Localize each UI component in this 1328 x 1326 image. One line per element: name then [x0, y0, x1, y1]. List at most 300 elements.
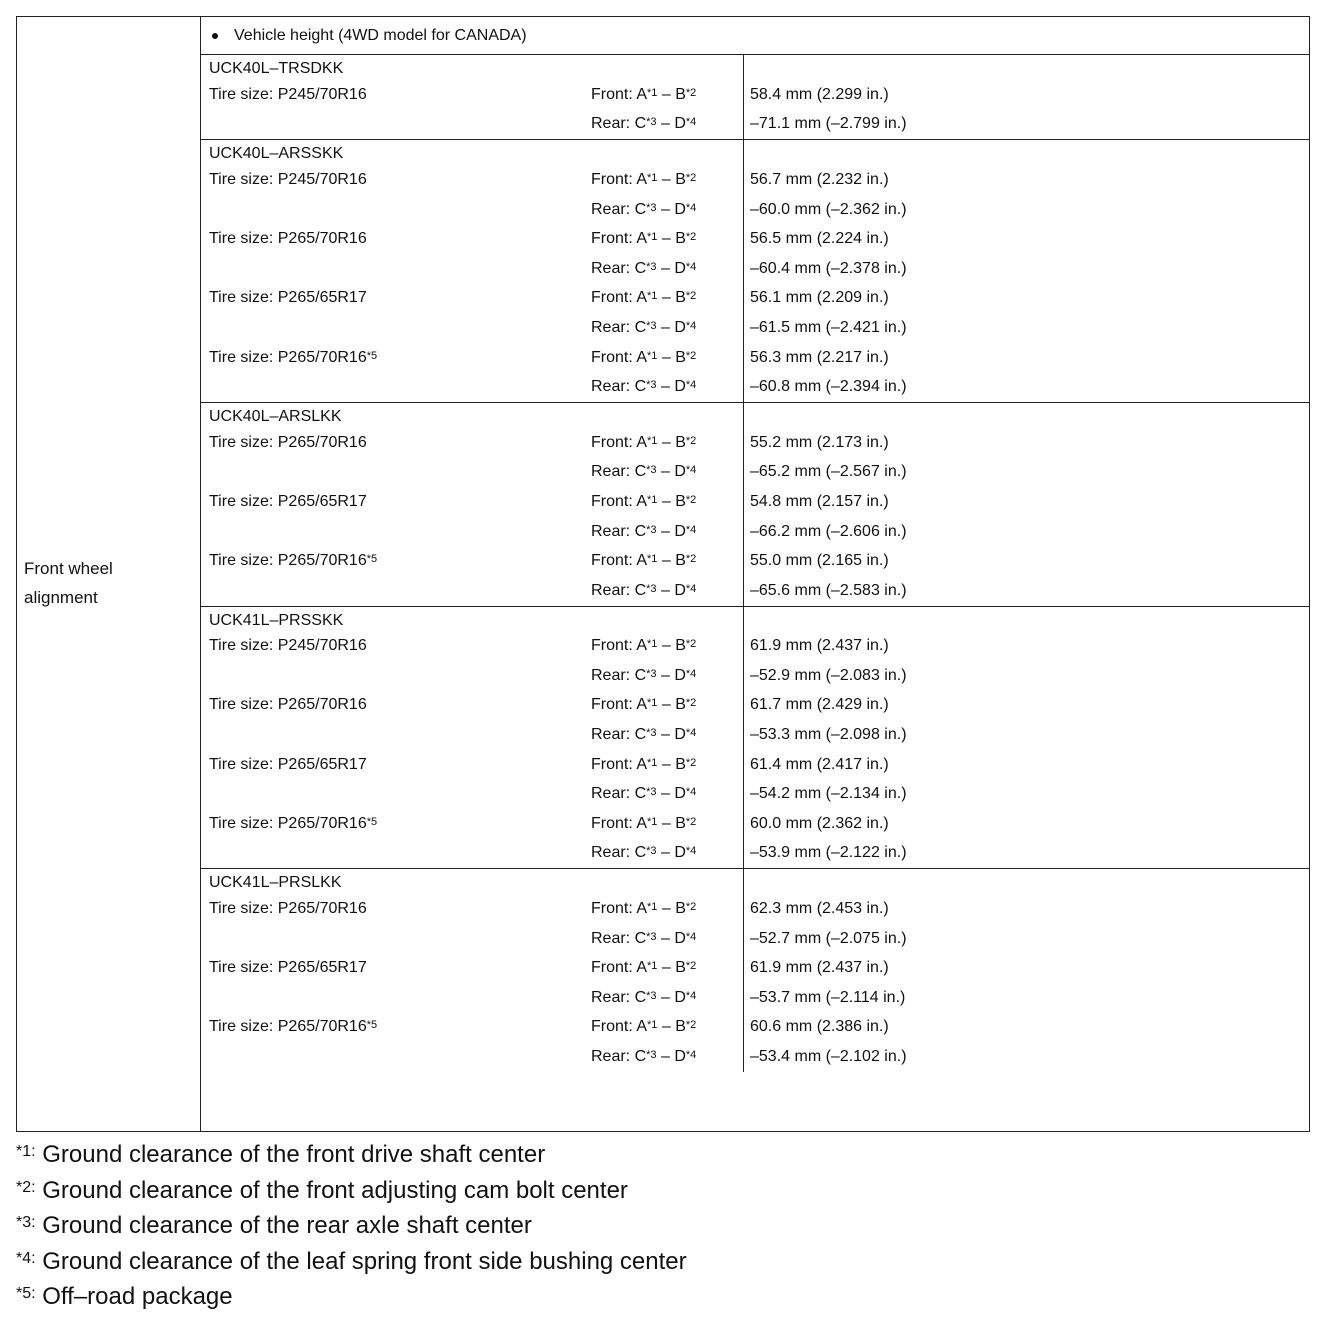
rear-value-row [744, 372, 1309, 402]
tire-size-text: Tire size: P265/70R16 [209, 900, 367, 918]
sup-4: *4 [685, 1049, 697, 1062]
sup-4: *4 [685, 845, 697, 858]
sup-2: *2 [685, 756, 697, 769]
footnote-mark: *4 [16, 1249, 32, 1267]
footnote-text: Ground clearance of the rear axle shaft center [35, 1212, 532, 1239]
model-code: UCK41L–PRSLKK [209, 874, 342, 892]
rear-measure-label [591, 463, 696, 481]
front-value: 56.7 mm (2.232 in.) [750, 170, 889, 188]
tire-note-mark: *5 [366, 349, 378, 362]
front-label: Front: A [591, 814, 648, 832]
sup-2: *2 [685, 638, 697, 651]
footnote-text: Off–road package [35, 1283, 233, 1310]
model-code: UCK41L–PRSSKK [209, 611, 344, 629]
tire-size-text: Tire size: P245/70R16 [209, 637, 367, 655]
front-label: Front: A [591, 552, 648, 570]
bullet-icon [212, 33, 218, 39]
rear-label: Rear: C [591, 522, 647, 540]
dash-b: – B [657, 170, 686, 188]
dash-d: – D [656, 463, 686, 481]
value-spacer [744, 869, 1309, 894]
sup-1: *1 [647, 553, 658, 566]
tire-size-text: Tire size: P265/65R17 [209, 959, 367, 977]
dash-d: – D [656, 522, 686, 540]
front-value-row [744, 165, 1309, 195]
sup-3: *3 [646, 582, 657, 595]
dash-b: – B [657, 814, 686, 832]
sup-4: *4 [685, 201, 697, 214]
front-measure-label [591, 756, 696, 774]
sup-4: *4 [685, 786, 697, 799]
header-title: Vehicle height (4WD model for CANADA) [234, 26, 527, 44]
sup-1: *1 [647, 960, 658, 973]
rear-label: Rear: C [591, 666, 647, 684]
sup-3: *3 [646, 786, 657, 799]
sup-2: *2 [685, 434, 697, 447]
section-value-column [744, 869, 1309, 1072]
footnote [16, 1173, 687, 1209]
front-value: 55.2 mm (2.173 in.) [750, 433, 889, 451]
tire-rear-row [201, 517, 743, 547]
footnote-sep: : [31, 1249, 36, 1267]
rear-value-row [744, 110, 1309, 140]
front-label: Front: A [591, 348, 648, 366]
section-grid [201, 140, 1309, 402]
dash-b: – B [657, 755, 686, 773]
tire-front-row [201, 953, 743, 983]
footnote-mark: *2 [16, 1178, 32, 1196]
tire-front-row [201, 165, 743, 195]
left-column [17, 17, 201, 1131]
tire-rear-row [201, 661, 743, 691]
tire-size-text: Tire size: P265/70R16 [209, 696, 367, 714]
front-value: 60.6 mm (2.386 in.) [750, 1018, 889, 1036]
footnote-sep: : [31, 1178, 36, 1196]
front-value: 58.4 mm (2.299 in.) [750, 85, 889, 103]
sup-1: *1 [647, 901, 658, 914]
sup-2: *2 [685, 697, 697, 710]
dash-d: – D [656, 929, 686, 947]
rear-value: –53.9 mm (–2.122 in.) [750, 844, 907, 862]
front-measure-label [591, 434, 696, 452]
front-value-row [744, 894, 1309, 924]
sup-3: *3 [646, 379, 657, 392]
rear-measure-label [591, 201, 696, 219]
dash-d: – D [656, 378, 686, 396]
dash-d: – D [656, 785, 686, 803]
front-measure-label [591, 171, 696, 189]
tire-front-row [201, 894, 743, 924]
rear-label: Rear: C [591, 200, 647, 218]
front-measure-label [591, 289, 696, 307]
front-value: 61.9 mm (2.437 in.) [750, 637, 889, 655]
rear-measure-label [591, 930, 696, 948]
front-value-row [744, 632, 1309, 662]
footnote [16, 1208, 687, 1244]
rear-value: –54.2 mm (–2.134 in.) [750, 785, 907, 803]
rear-value: –60.8 mm (–2.394 in.) [750, 378, 907, 396]
sup-1: *1 [647, 1019, 658, 1032]
sup-4: *4 [685, 116, 697, 129]
sup-1: *1 [647, 815, 658, 828]
sup-2: *2 [685, 171, 697, 184]
sup-3: *3 [646, 319, 657, 332]
rear-value: –52.7 mm (–2.075 in.) [750, 929, 907, 947]
sup-4: *4 [685, 989, 697, 1002]
tire-rear-row [201, 839, 743, 869]
front-label: Front: A [591, 696, 648, 714]
rear-value: –60.4 mm (–2.378 in.) [750, 259, 907, 277]
tire-rear-row [201, 1042, 743, 1072]
sup-1: *1 [647, 349, 658, 362]
sup-3: *3 [646, 989, 657, 1002]
rear-value-row [744, 1042, 1309, 1072]
sup-3: *3 [646, 845, 657, 858]
section-grid [201, 607, 1309, 869]
tire-rear-row [201, 720, 743, 750]
sup-1: *1 [647, 697, 658, 710]
front-measure-label [591, 637, 696, 655]
rear-value-row [744, 839, 1309, 869]
footnote-sep: : [31, 1143, 36, 1160]
tire-rear-row [201, 924, 743, 954]
rear-label: Rear: C [591, 726, 647, 744]
rear-value-row [744, 779, 1309, 809]
rear-measure-label [591, 726, 696, 744]
front-measure-label [591, 1018, 696, 1036]
sup-3: *3 [646, 930, 657, 943]
sup-2: *2 [685, 349, 697, 362]
footnote [16, 1137, 687, 1173]
front-value-row [744, 953, 1309, 983]
front-value: 60.0 mm (2.362 in.) [750, 814, 889, 832]
rear-measure-label [591, 1048, 696, 1066]
footnote-text: Ground clearance of the front adjusting cam bolt center [35, 1176, 628, 1204]
tire-front-row [201, 224, 743, 254]
dash-d: – D [656, 988, 686, 1006]
footnote [16, 1244, 687, 1280]
front-value: 56.1 mm (2.209 in.) [750, 289, 889, 307]
tire-size [209, 171, 367, 189]
rear-label: Rear: C [591, 1048, 647, 1066]
front-measure-label [591, 696, 696, 714]
model-section [201, 403, 1309, 607]
sup-4: *4 [685, 667, 697, 680]
front-value-row [744, 809, 1309, 839]
model-code: UCK40L–ARSLKK [209, 407, 342, 425]
tire-front-row [201, 632, 743, 662]
model-sections [201, 55, 1309, 1131]
footnotes [16, 1137, 687, 1315]
section-grid [201, 869, 1309, 1072]
section-value-column [744, 607, 1309, 869]
model-section [201, 55, 1309, 140]
rear-label: Rear: C [591, 581, 647, 599]
section-value-column [744, 403, 1309, 606]
sup-2: *2 [685, 86, 697, 99]
rear-measure-label [591, 844, 696, 862]
tire-size [209, 552, 377, 570]
tire-rear-row [201, 372, 743, 402]
model-section [201, 140, 1309, 403]
sup-2: *2 [685, 493, 697, 506]
sup-1: *1 [647, 290, 658, 303]
rear-value-row [744, 720, 1309, 750]
sup-1: *1 [647, 171, 658, 184]
tire-rear-row [201, 779, 743, 809]
dash-b: – B [657, 696, 686, 714]
value-spacer [744, 607, 1309, 632]
tire-size [209, 959, 367, 977]
sup-2: *2 [685, 553, 697, 566]
tire-size [209, 1018, 377, 1036]
front-value-row [744, 343, 1309, 373]
footnote-mark: *5 [16, 1285, 32, 1302]
value-spacer [744, 55, 1309, 80]
front-measure-label [591, 959, 696, 977]
dash-d: – D [656, 726, 686, 744]
rear-label: Rear: C [591, 463, 647, 481]
sup-2: *2 [685, 960, 697, 973]
dash-d: – D [656, 1048, 686, 1066]
rear-label: Rear: C [591, 115, 647, 133]
tire-size [209, 289, 367, 307]
dash-b: – B [657, 900, 686, 918]
sup-4: *4 [685, 930, 697, 943]
rear-measure-label [591, 582, 696, 600]
front-measure-label [591, 900, 696, 918]
rear-value-row [744, 313, 1309, 343]
value-spacer [744, 403, 1309, 428]
tire-rear-row [201, 983, 743, 1013]
front-label: Front: A [591, 230, 648, 248]
tire-size-text: Tire size: P265/65R17 [209, 755, 367, 773]
sup-1: *1 [647, 756, 658, 769]
rear-value-row [744, 576, 1309, 606]
tire-size [209, 434, 367, 452]
model-code: UCK40L–ARSSKK [209, 145, 344, 163]
tire-note-mark: *5 [366, 815, 378, 828]
dash-b: – B [657, 433, 686, 451]
rear-value: –66.2 mm (–2.606 in.) [750, 522, 907, 540]
footnote-text: Ground clearance of the leaf spring front side bushing center [35, 1247, 687, 1275]
front-label: Front: A [591, 433, 648, 451]
front-value: 55.0 mm (2.165 in.) [750, 552, 889, 570]
tire-size-text: Tire size: P265/70R16 [209, 230, 367, 248]
front-label: Front: A [591, 755, 648, 773]
section-value-column [744, 55, 1309, 139]
rear-label: Rear: C [591, 929, 647, 947]
front-label: Front: A [591, 170, 648, 188]
dash-d: – D [656, 844, 686, 862]
tire-rear-row [201, 313, 743, 343]
front-measure-label [591, 230, 696, 248]
tire-size-text: Tire size: P265/70R16 [209, 1018, 367, 1036]
rear-label: Rear: C [591, 988, 647, 1006]
front-measure-label [591, 815, 696, 833]
sup-1: *1 [647, 86, 658, 99]
tire-size [209, 637, 367, 655]
front-value: 54.8 mm (2.157 in.) [750, 492, 889, 510]
sup-1: *1 [647, 493, 658, 506]
rear-value: –53.7 mm (–2.114 in.) [750, 988, 906, 1006]
section-spec-column [201, 869, 744, 1072]
rear-value: –53.3 mm (–2.098 in.) [750, 726, 907, 744]
tire-size [209, 756, 367, 774]
front-value-row [744, 284, 1309, 314]
front-label: Front: A [591, 85, 648, 103]
dash-b: – B [657, 492, 686, 510]
tire-size-text: Tire size: P265/65R17 [209, 492, 367, 510]
dash-b: – B [657, 348, 686, 366]
front-label: Front: A [591, 289, 648, 307]
front-value-row [744, 691, 1309, 721]
tire-rear-row [201, 458, 743, 488]
front-value-row [744, 80, 1309, 110]
section-value-column [744, 140, 1309, 402]
rear-value-row [744, 195, 1309, 225]
dash-b: – B [657, 637, 686, 655]
front-label: Front: A [591, 1018, 648, 1036]
dash-d: – D [656, 666, 686, 684]
sup-2: *2 [685, 231, 697, 244]
front-measure-label [591, 86, 696, 104]
rear-value: –52.9 mm (–2.083 in.) [750, 666, 907, 684]
rear-value-row [744, 517, 1309, 547]
value-spacer [744, 140, 1309, 165]
sup-3: *3 [646, 523, 657, 536]
section-spec-column [201, 607, 744, 869]
front-label: Front: A [591, 959, 648, 977]
front-measure-label [591, 493, 696, 511]
footnote-mark: *3 [16, 1214, 32, 1231]
dash-b: – B [657, 289, 686, 307]
tire-size-text: Tire size: P265/70R16 [209, 433, 367, 451]
row-label-line-2: alignment [24, 588, 98, 607]
rear-measure-label [591, 260, 696, 278]
tire-size-text: Tire size: P245/70R16 [209, 85, 367, 103]
sup-1: *1 [647, 231, 658, 244]
dash-d: – D [656, 115, 686, 133]
rear-label: Rear: C [591, 785, 647, 803]
tire-size [209, 230, 367, 248]
section-spec-column [201, 403, 744, 606]
sup-3: *3 [646, 727, 657, 740]
rear-measure-label [591, 523, 696, 541]
sup-4: *4 [685, 319, 697, 332]
rear-label: Rear: C [591, 318, 647, 336]
front-value: 61.7 mm (2.429 in.) [750, 696, 889, 714]
model-section [201, 869, 1309, 1072]
sup-2: *2 [685, 815, 697, 828]
section-grid [201, 403, 1309, 606]
tire-front-row [201, 546, 743, 576]
table-header [201, 17, 1309, 55]
front-value: 61.4 mm (2.417 in.) [750, 755, 889, 773]
section-grid [201, 55, 1309, 139]
model-code: UCK40L–TRSDKK [209, 60, 344, 77]
sup-2: *2 [685, 901, 697, 914]
dash-d: – D [656, 318, 686, 336]
tire-size-text: Tire size: P265/70R16 [209, 348, 367, 366]
footnote [16, 1279, 687, 1315]
front-value: 61.9 mm (2.437 in.) [750, 959, 889, 977]
footnote-text: Ground clearance of the front drive shaft center [35, 1141, 546, 1168]
rear-value: –65.6 mm (–2.583 in.) [750, 581, 907, 599]
front-value: 56.3 mm (2.217 in.) [750, 348, 889, 366]
front-measure-label [591, 349, 696, 367]
tire-size [209, 815, 377, 833]
rear-value-row [744, 458, 1309, 488]
rear-measure-label [591, 667, 696, 685]
rear-measure-label [591, 319, 696, 337]
tire-size-text: Tire size: P245/70R16 [209, 170, 367, 188]
sup-3: *3 [646, 116, 657, 129]
tire-size [209, 696, 367, 714]
tire-size-text: Tire size: P265/65R17 [209, 289, 367, 307]
tire-front-row [201, 428, 743, 458]
dash-d: – D [656, 581, 686, 599]
tire-front-row [201, 80, 743, 110]
rear-value-row [744, 661, 1309, 691]
tire-front-row [201, 691, 743, 721]
rear-value-row [744, 983, 1309, 1013]
dash-b: – B [657, 552, 686, 570]
rear-measure-label [591, 115, 696, 133]
sup-4: *4 [685, 582, 697, 595]
tire-rear-row [201, 110, 743, 140]
dash-b: – B [657, 85, 686, 103]
dash-d: – D [656, 259, 686, 277]
dash-d: – D [656, 200, 686, 218]
rear-value: –60.0 mm (–2.362 in.) [750, 200, 907, 218]
front-value-row [744, 487, 1309, 517]
tire-note-mark: *5 [366, 553, 378, 566]
sup-4: *4 [685, 523, 697, 536]
rear-label: Rear: C [591, 259, 647, 277]
tire-front-row [201, 284, 743, 314]
alignment-spec-table [16, 16, 1310, 1132]
tire-size [209, 349, 377, 367]
sup-4: *4 [685, 260, 697, 273]
section-spec-column [201, 55, 744, 139]
tire-rear-row [201, 195, 743, 225]
front-measure-label [591, 552, 696, 570]
rear-value: –71.1 mm (–2.799 in.) [750, 115, 907, 133]
sup-1: *1 [647, 434, 658, 447]
sup-1: *1 [647, 638, 658, 651]
sup-3: *3 [646, 667, 657, 680]
front-value-row [744, 428, 1309, 458]
sup-2: *2 [685, 1019, 697, 1032]
tire-note-mark: *5 [366, 1019, 378, 1032]
tire-size [209, 86, 367, 104]
rear-value-row [744, 254, 1309, 284]
tire-size [209, 493, 367, 511]
rear-label: Rear: C [591, 378, 647, 396]
tire-front-row [201, 487, 743, 517]
front-value: 62.3 mm (2.453 in.) [750, 900, 889, 918]
row-label-line-1: Front wheel [24, 559, 113, 578]
footnote-sep: : [31, 1285, 36, 1302]
rear-measure-label [591, 378, 696, 396]
rear-label: Rear: C [591, 844, 647, 862]
front-value-row [744, 1013, 1309, 1043]
sup-3: *3 [646, 260, 657, 273]
sup-2: *2 [685, 290, 697, 303]
front-value-row [744, 750, 1309, 780]
tire-front-row [201, 750, 743, 780]
